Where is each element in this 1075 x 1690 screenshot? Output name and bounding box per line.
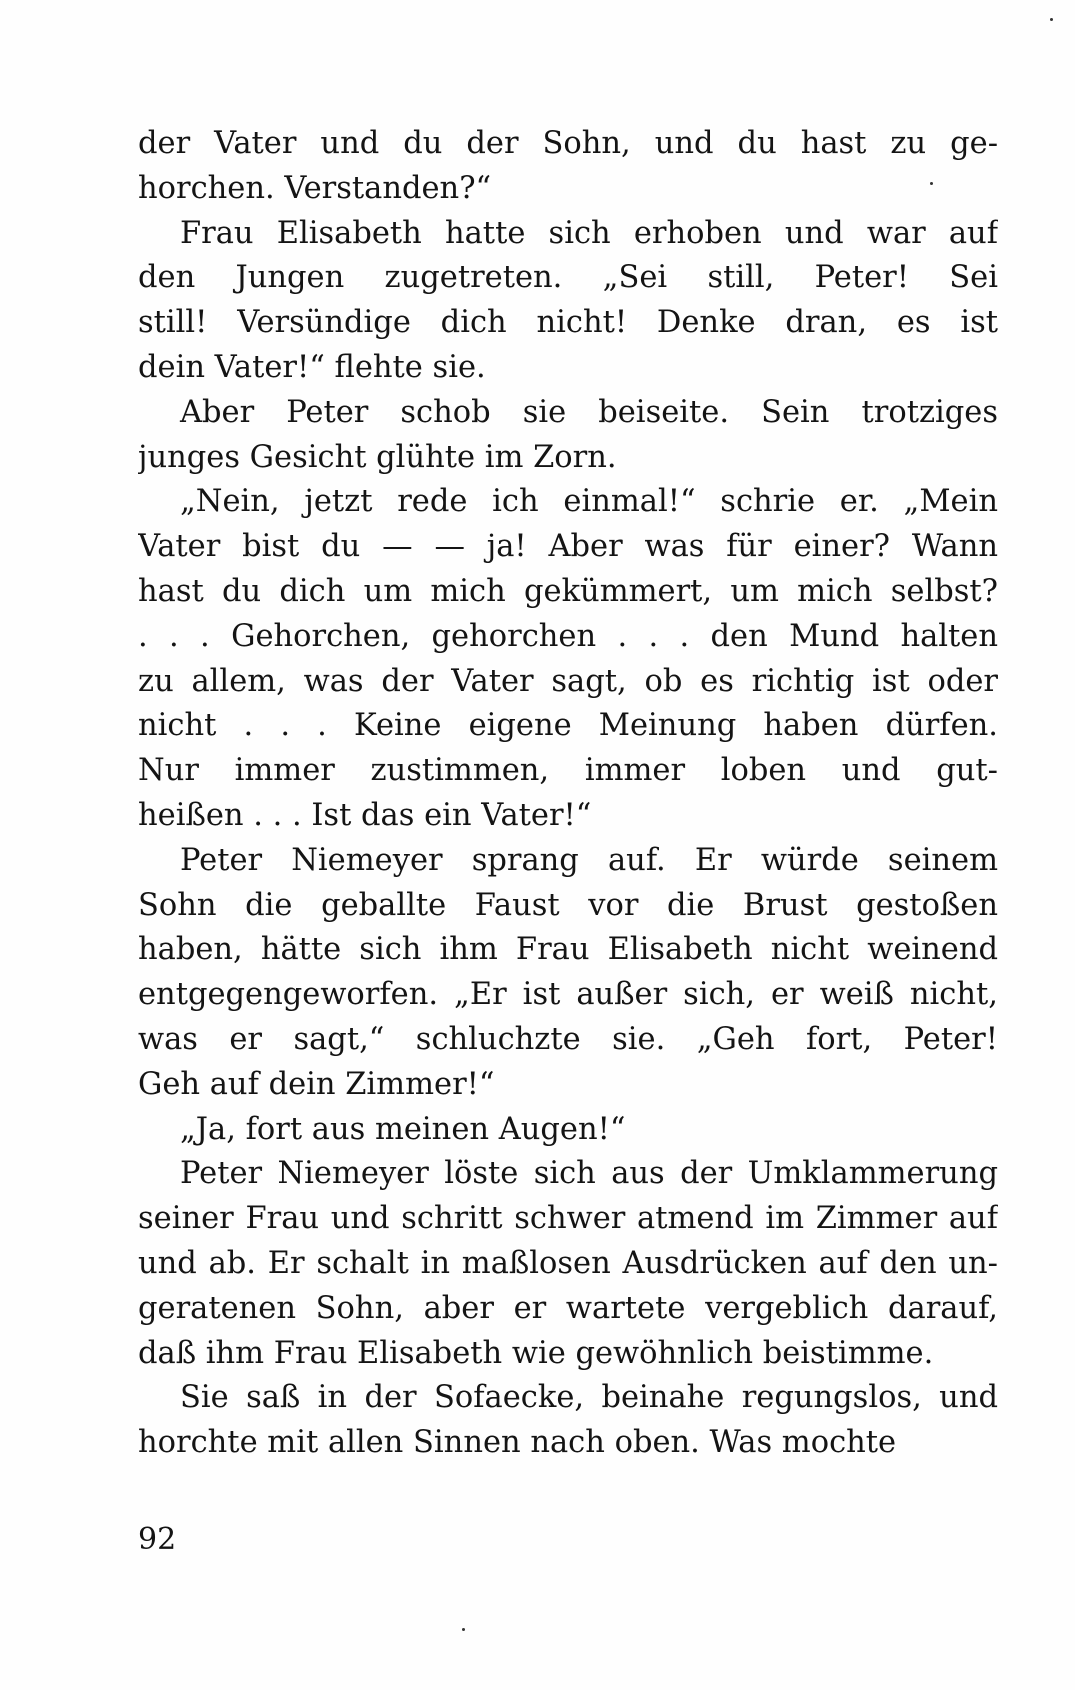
- text-line: Sie saß in der Sofaecke, beinahe regungslos, und: [180, 1380, 998, 1416]
- text-line: nicht . . . Keine eigene Meinung haben dürfen.: [138, 708, 998, 744]
- text-line: still! Versündige dich nicht! Denke dran, es ist: [138, 305, 998, 341]
- text-line: den Jungen zugetreten. „Sei still, Peter! Sei: [138, 260, 998, 296]
- text-line: „Ja, fort aus meinen Augen!“: [180, 1111, 626, 1147]
- text-line: Peter Niemeyer löste sich aus der Umklammerung: [180, 1156, 998, 1192]
- print-speck: [1050, 18, 1053, 21]
- text-line: junges Gesicht glühte im Zorn.: [138, 439, 617, 475]
- text-line: horchen. Verstanden?“: [138, 170, 492, 206]
- text-line: der Vater und du der Sohn, und du hast zu ge-: [138, 126, 998, 161]
- text-line: Vater bist du — — ja! Aber was für einer? Wann: [138, 529, 998, 565]
- text-line: heißen . . . Ist das ein Vater!“: [138, 797, 592, 833]
- text-line: Geh auf dein Zimmer!“: [138, 1066, 495, 1102]
- text-line: Peter Niemeyer sprang auf. Er würde seinem: [180, 842, 998, 878]
- paragraph: [138, 391, 998, 481]
- paragraph: [138, 839, 998, 1108]
- text-line: seiner Frau und schritt schwer atmend im Zimmer auf: [138, 1201, 998, 1237]
- paragraph: [138, 1376, 998, 1466]
- print-speck: [930, 182, 933, 185]
- text-line: Nur immer zustimmen, immer loben und gut-: [138, 753, 998, 789]
- text-line: Aber Peter schob sie beiseite. Sein trotziges: [180, 394, 998, 430]
- body-text: [138, 122, 998, 1466]
- text-line: „Nein, jetzt rede ich einmal!“ schrie er. „Mein: [180, 484, 998, 520]
- text-line: dein Vater!“ flehte sie.: [138, 349, 486, 385]
- text-line: Sohn die geballte Faust vor die Brust gestoßen: [138, 887, 998, 923]
- text-line: haben, hätte sich ihm Frau Elisabeth nicht weinend: [138, 932, 998, 968]
- text-line: was er sagt,“ schluchzte sie. „Geh fort, Peter!: [138, 1021, 998, 1057]
- paragraph: [138, 1152, 998, 1376]
- paragraph: [138, 480, 998, 838]
- text-line: daß ihm Frau Elisabeth wie gewöhnlich beistimme.: [138, 1335, 934, 1371]
- text-line: hast du dich um mich gekümmert, um mich selbst?: [138, 573, 998, 609]
- paragraph: [138, 212, 998, 391]
- paragraph: [138, 122, 998, 212]
- page-number: 92: [138, 1522, 177, 1557]
- print-speck: [462, 1628, 465, 1631]
- text-line: entgegengeworfen. „Er ist außer sich, er weiß nicht,: [138, 977, 998, 1013]
- text-line: Frau Elisabeth hatte sich erhoben und war auf: [180, 215, 998, 251]
- text-line: und ab. Er schalt in maßlosen Ausdrücken auf den un-: [138, 1245, 998, 1281]
- text-line: geratenen Sohn, aber er wartete vergeblich darauf,: [138, 1290, 998, 1326]
- text-line: zu allem, was der Vater sagt, ob es richtig ist oder: [138, 663, 998, 699]
- text-line: . . . Gehorchen, gehorchen . . . den Mund halten: [138, 618, 998, 654]
- paragraph: [138, 1108, 998, 1153]
- text-line: horchte mit allen Sinnen nach oben. Was mochte: [138, 1425, 897, 1461]
